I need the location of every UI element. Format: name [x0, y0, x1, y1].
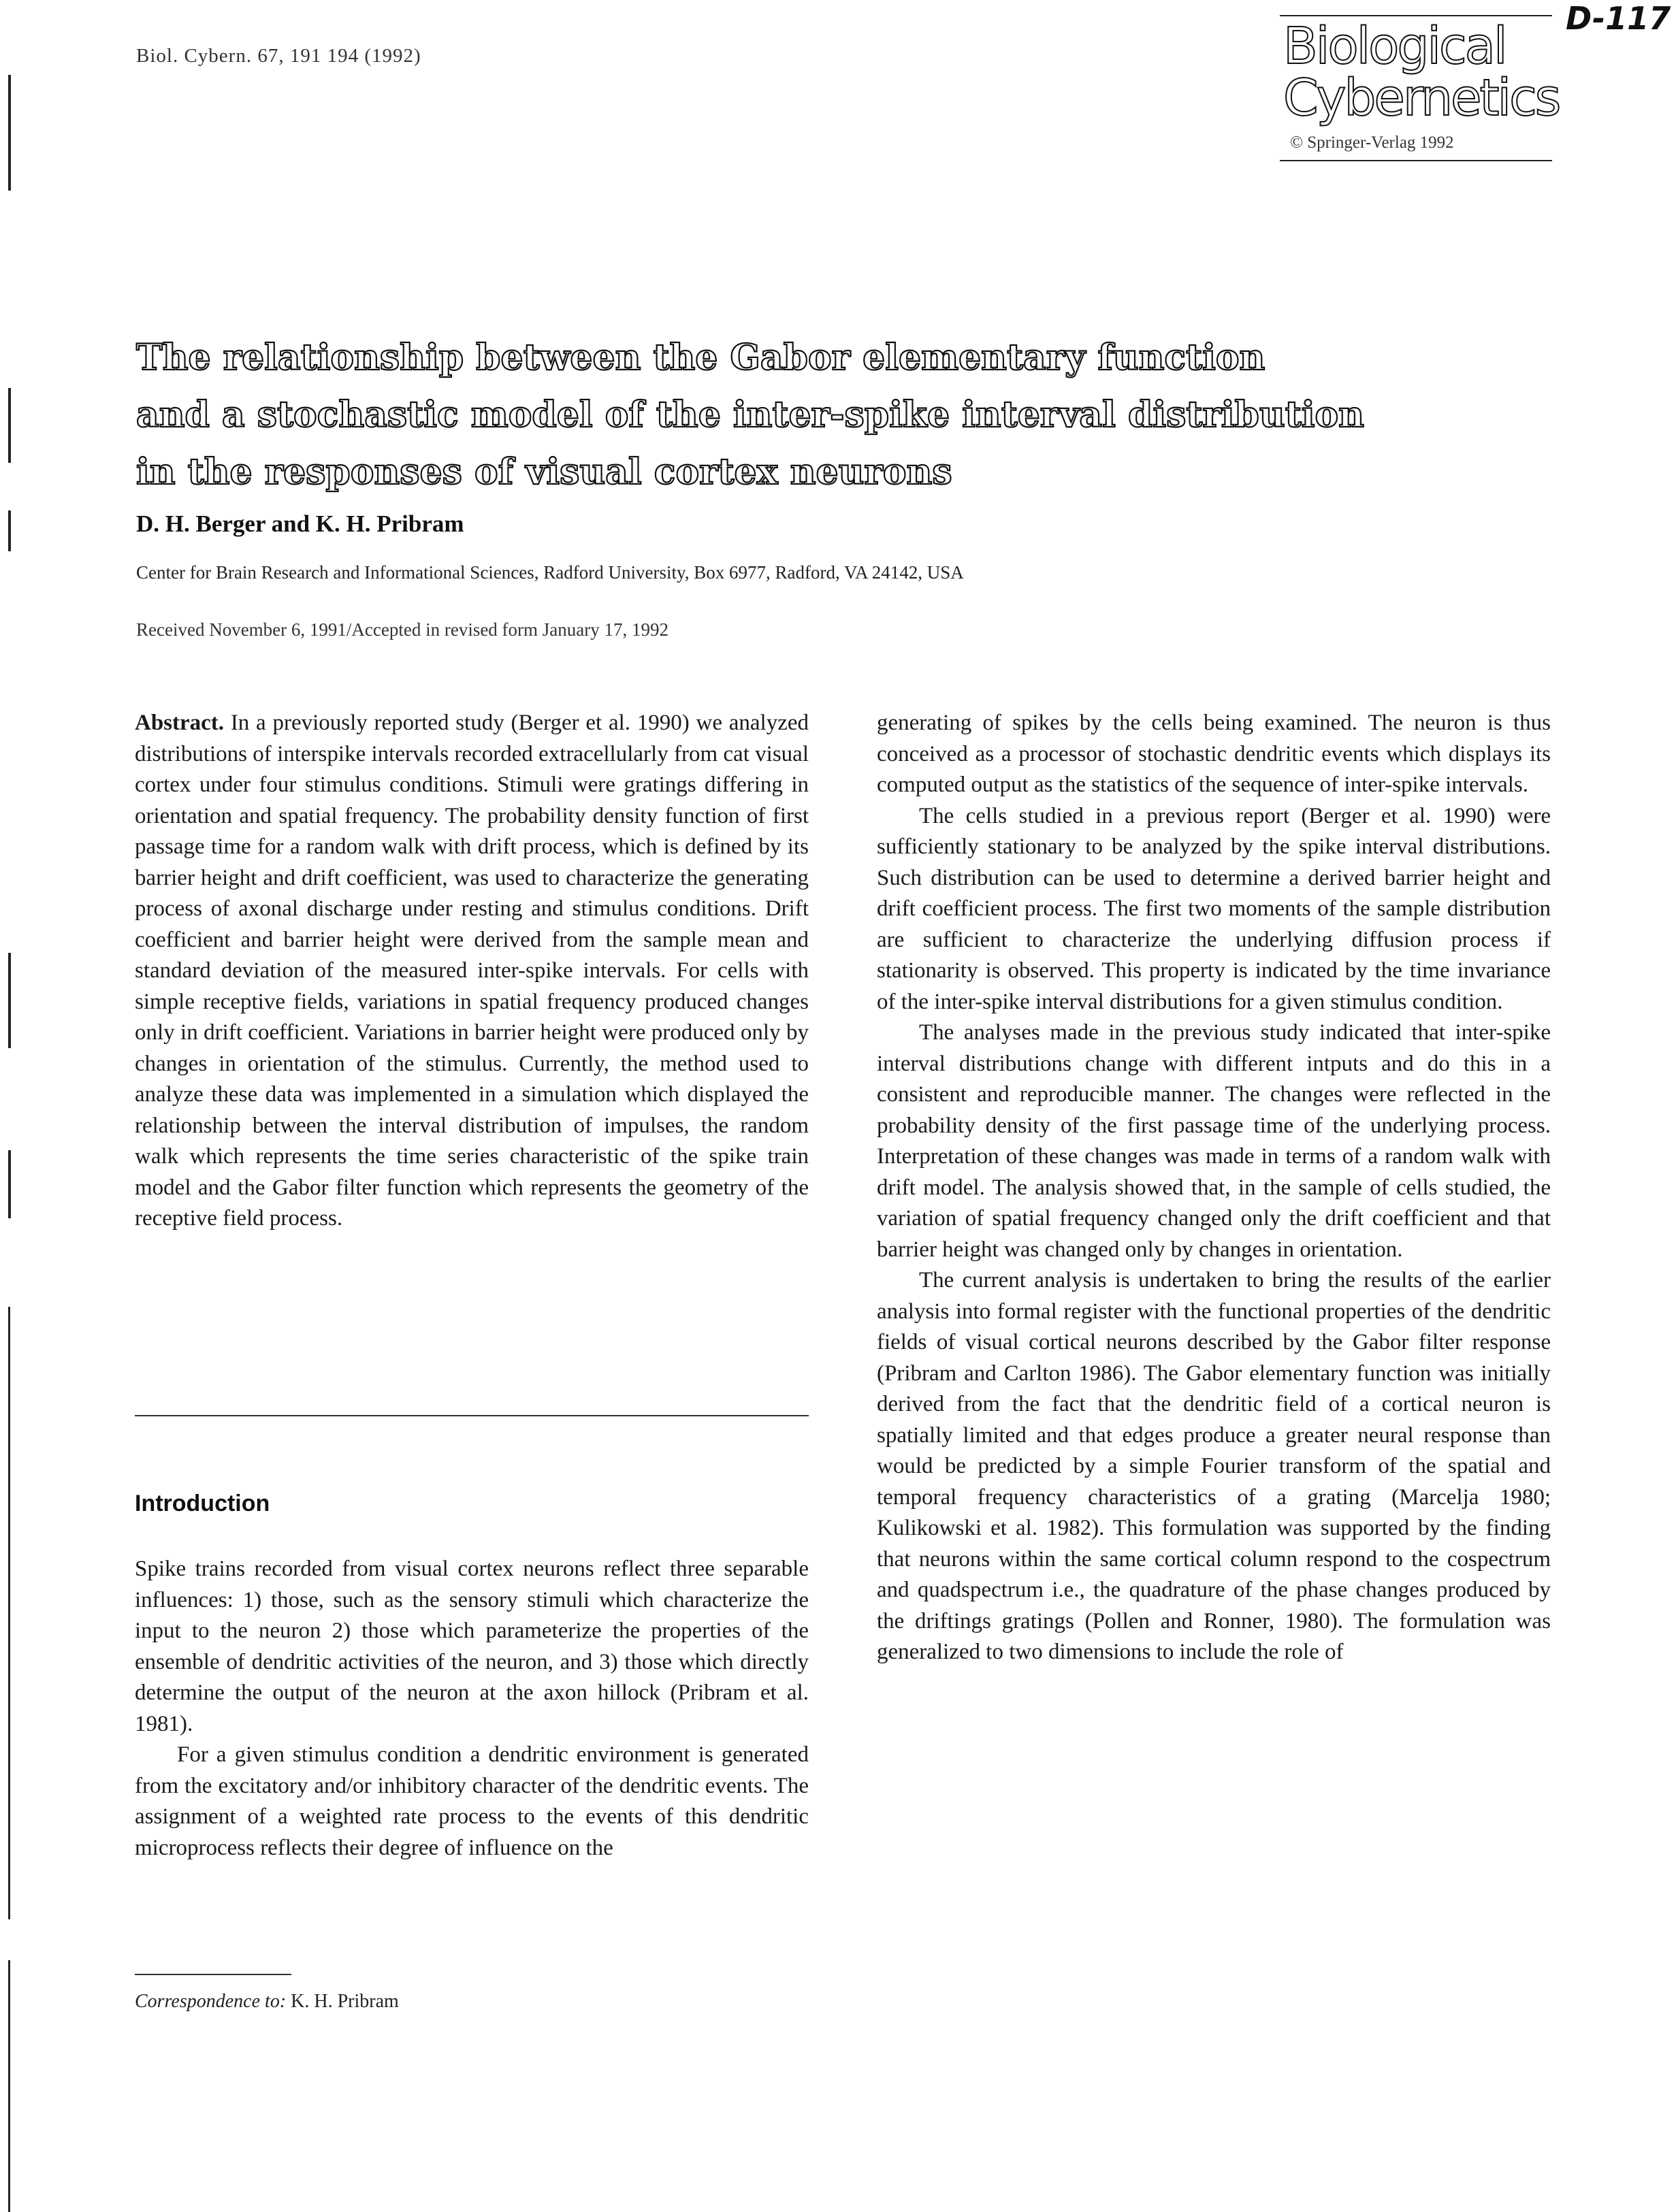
- title-line: in the responses of visual cortex neurons: [136, 451, 952, 493]
- paragraph: The current analysis is undertaken to bring the results of the earlier analysis into formal register with the functional properties of the dendritic fields of visual cortical neurons described by the Gabor filter response (Pribram and Carlton 1986). The Gabor elementary function was initially derived from the fact that the dendritic field of a cortical neuron is spatially limited and that edges produce a greater neural response than would be predicted by a simple Fourier transform of the spatial and temporal frequency characteristics of a grating (Marcelja 1980; Kulikowski et al. 1982). This formulation was supported by the finding that neurons within the same cortical column respond to the cospectrum and quadspectrum i.e., the quadrature of the phase changes produced by the driftings gratings (Pollen and Ronner, 1980). The formulation was generalized to two dimensions to include the role of: [877, 1268, 1551, 1664]
- article-title: [136, 329, 1430, 501]
- received-date: Received November 6, 1991/Accepted in revised form January 17, 1992: [136, 619, 669, 640]
- affiliation: Center for Brain Research and Informational Sciences, Radford University, Box 6977, Radford, VA 24142, USA: [136, 562, 964, 583]
- journal-rule-top: [1280, 15, 1552, 16]
- abstract-divider: [135, 1415, 809, 1416]
- paragraph: The analyses made in the previous study indicated that inter-spike interval distributions change with different intputs and do this in a consistent and reproducible manner. The changes were reflected in the probability density of the first passage time of the underlying process. Interpretation of these changes was made in terms of a random walk with drift model. The analysis showed that, in the sample of cells studied, the variation of spatial frequency changed only the drift coefficient and that barrier height was changed only by changes in orientation.: [877, 1020, 1551, 1262]
- scan-margin-mark: [8, 510, 11, 551]
- paragraph: For a given stimulus condition a dendritic environment is generated from the excitatory and/or inhibitory character of the dendritic events. The assignment of a weighted rate process to the events of this dendritic microprocess reflects their degree of influence on the: [135, 1742, 809, 1860]
- abstract: [135, 708, 809, 1235]
- journal-name-line1: Biological: [1283, 17, 1506, 76]
- footnote-label: Correspondence to:: [135, 1991, 287, 2012]
- paragraph: generating of spikes by the cells being examined. The neuron is thus conceived as a processor of stochastic dendritic events which displays its computed output as the statistics of the sequence of inter-spike intervals.: [877, 711, 1551, 797]
- journal-name-line2: Cybernetics: [1283, 69, 1560, 127]
- section-heading-introduction: Introduction: [135, 1491, 270, 1516]
- footnote-name: K. H. Pribram: [291, 1991, 399, 2012]
- journal-rule-bottom: [1280, 160, 1552, 161]
- scan-margin-mark: [8, 388, 11, 463]
- paragraph: The cells studied in a previous report (Berger et al. 1990) were sufficiently stationary to be analyzed by the spike interval distributions. Such distribution can be used to determine a derived barrier height and drift coefficient process. The first two moments of the sample distribution are sufficient to characterize the underlying diffusion process if stationarity is observed. This property is indicated by the time invariance of the inter-spike interval distributions for a given stimulus condition.: [877, 803, 1551, 1014]
- journal-logo: [1283, 17, 1560, 127]
- introduction-body: [135, 1554, 809, 1864]
- scan-margin-mark: [8, 1307, 10, 1919]
- abstract-label: Abstract.: [135, 711, 225, 735]
- title-line: and a stochastic model of the inter-spike interval distribution: [136, 394, 1364, 436]
- handwritten-note: D-117: [1566, 0, 1671, 37]
- copyright: © Springer-Verlag 1992: [1290, 133, 1454, 152]
- abstract-text: In a previously reported study (Berger et al. 1990) we analyzed distributions of interspike intervals recorded extracellularly from cat visual cortex under four stimulus conditions. Stimuli were gratings differing in orientation and spatial frequency. The probability density function of first passage time for a random walk with drift process, which is defined by its barrier height and drift coefficient, was used to characterize the generating process of axonal discharge under resting and stimulus conditions. Drift coefficient and barrier height were derived from the sample mean and standard deviation of the measured inter-spike intervals. For cells with simple receptive fields, variations in spatial frequency produced changes only in drift coefficient. Variations in barrier height were produced only by changes in orientation of the stimulus. Currently, the method used to analyze these data was implemented in a simulation which displayed the relationship between the interval distribution of impulses, the random walk which represents the time series characteristic of the spike train model and the Gabor filter function which represents the geometry of the receptive field process.: [135, 711, 809, 1231]
- paragraph: Spike trains recorded from visual cortex neurons reflect three separable influences: 1) those, such as the sensory stimuli which characterize the input to the neuron 2) those which parameterize the properties of the ensemble of dendritic activities of the neuron, and 3) those which directly determine the output of the neuron at the axon hillock (Pribram et al. 1981).: [135, 1557, 809, 1736]
- scan-margin-mark: [8, 953, 11, 1048]
- right-column-body: [877, 708, 1551, 1668]
- scan-margin-mark: [8, 1960, 10, 2212]
- correspondence-footnote: [135, 1991, 399, 2013]
- citation: Biol. Cybern. 67, 191 194 (1992): [136, 45, 421, 67]
- scan-margin-mark: [8, 75, 11, 191]
- footnote-rule: [135, 1974, 291, 1975]
- authors: D. H. Berger and K. H. Pribram: [136, 510, 464, 537]
- title-line: The relationship between the Gabor elementary function: [136, 337, 1266, 378]
- scan-margin-mark: [8, 1150, 11, 1218]
